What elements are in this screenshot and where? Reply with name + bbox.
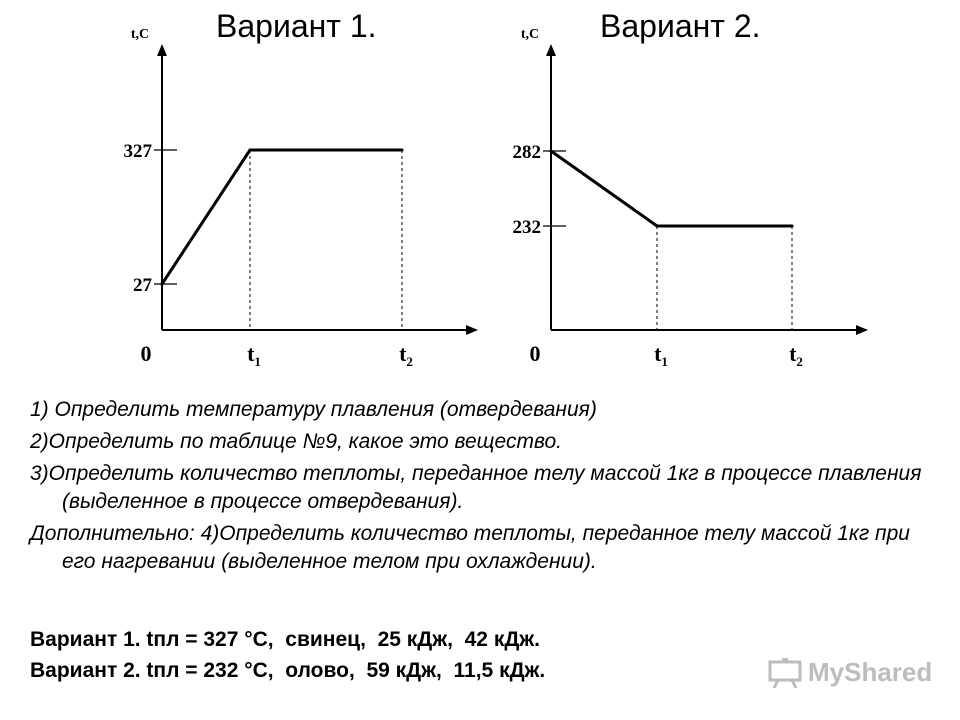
task-item-2: 2)Определить по таблице №9, какое это вещество. [30,430,562,453]
chart-variant1 [124,27,477,369]
series-line [551,151,792,226]
y-tick-label: 282 [512,142,541,163]
answers-block [30,624,545,686]
watermark-text: MyShared [808,657,933,687]
task-item-4: Дополнительно: 4)Определить количество теплоты, переданное телу массой 1кг при его нагревании (выделенное телом при охлаждении). [30,522,910,573]
x-tick-label: $t_2$ [399,341,413,369]
y-axis-label: t,C [520,27,540,42]
y-tick-label: 27 [133,275,152,296]
data-point [401,149,404,152]
answer-variant2: Вариант 2. tпл = 232 °С, олово, 59 кДж, 11,5 кДж. [30,659,546,682]
y-tick-label: 232 [512,217,541,238]
presentation-board-icon [768,658,802,688]
task-list [30,396,930,580]
data-point [161,283,164,286]
answer-variant1: Вариант 1. tпл = 327 °С, свинец, 25 кДж, 42 кДж. [30,628,541,651]
x-tick-label: 0 [140,341,152,366]
task-item-1: 1) Определить температуру плавления (отвердевания) [30,398,597,421]
y-tick-label: 327 [123,141,152,162]
watermark-logo [768,657,932,688]
x-tick-label: 0 [529,341,541,366]
task-item-3: 3)Определить количество теплоты, переданное телу массой 1кг в процессе плавления (выделенное в процессе отвердевания). [30,462,922,513]
data-point [249,149,252,152]
x-tick-label: $t_2$ [789,341,803,369]
x-tick-label: $t_1$ [247,341,261,369]
chart-variant2 [513,27,867,369]
variant2-title: Вариант 2. [600,8,761,44]
y-axis-label: t,C [130,27,150,42]
series-line [162,150,402,284]
data-point [550,150,553,153]
data-point [656,225,659,228]
x-tick-label: $t_1$ [654,341,668,369]
variant1-title: Вариант 1. [216,8,377,44]
data-point [791,225,794,228]
